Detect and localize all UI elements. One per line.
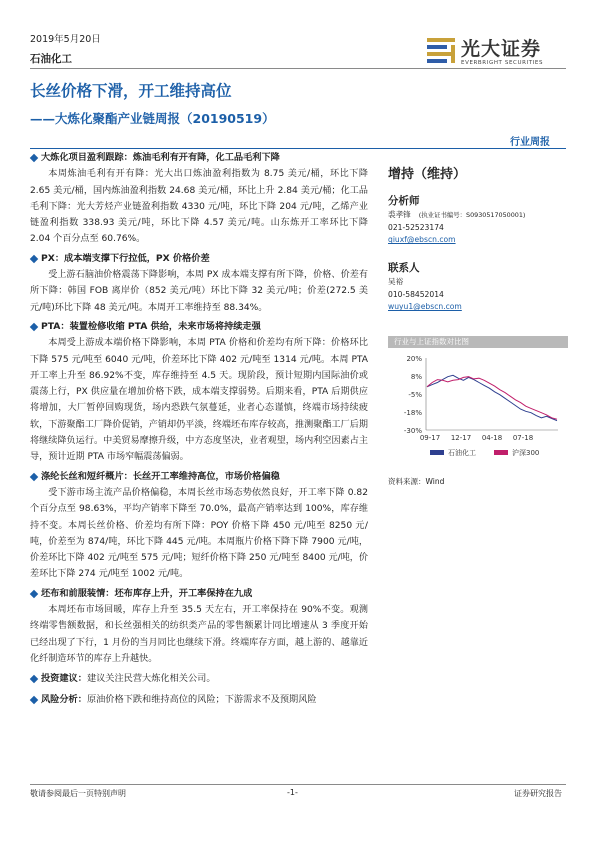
analyst-phone: 021-52523174 bbox=[388, 222, 444, 232]
section-head-text: 风险分析： bbox=[41, 693, 87, 705]
logo-text-cn: 光大证券 bbox=[461, 38, 542, 60]
section-px bbox=[30, 251, 368, 316]
contact-name: 吴裕 bbox=[388, 277, 404, 286]
main-content bbox=[30, 150, 368, 711]
y-tick-label: -30% bbox=[403, 427, 422, 435]
x-tick-label: 07-18 bbox=[512, 434, 534, 442]
analyst-row bbox=[388, 209, 568, 222]
footer-divider bbox=[30, 784, 566, 785]
report-title: 长丝价格下滑，开工维持高位 bbox=[30, 82, 232, 100]
contact-email[interactable]: wuyu1@ebscn.com bbox=[388, 302, 462, 312]
y-tick-label: 20% bbox=[406, 355, 422, 363]
contact-label: 联系人 bbox=[388, 262, 420, 274]
chart-title: 行业与上证指数对比图 bbox=[388, 336, 568, 348]
section-body: 本周坯布市场回暖，库存上升至 35.5 天左右，开工率保持在 90%不变。观测终端零售额数据，和长丝强相关的纺织类产品的零售额累计同比增速从 3 季度开始已经出现了下行，1 月份的当月同比也继续下滑。终端库存方面，越上游的、越靠近化纤制造环节的库存上升越快。 bbox=[30, 605, 368, 664]
company-logo bbox=[427, 34, 567, 76]
section-investment bbox=[30, 671, 368, 687]
legend-swatch bbox=[494, 450, 508, 455]
section-inline-text: 建议关注民营大炼化相关公司。 bbox=[86, 673, 216, 685]
section-head: 大炼化项目盈利跟踪：炼油毛利有开有降，化工品毛利下降 bbox=[30, 150, 368, 166]
contact-info bbox=[388, 276, 462, 314]
legend-label: 沪深300 bbox=[512, 449, 540, 457]
section-head: PTA：装置检修收缩 PTA 供给，未来市场将持续走强 bbox=[30, 319, 368, 335]
section-head bbox=[30, 671, 368, 687]
sector-label: 石油化工 bbox=[30, 53, 72, 65]
section-filament bbox=[30, 469, 368, 583]
logo-mark-icon bbox=[427, 36, 455, 68]
section-refining-profit bbox=[30, 150, 368, 248]
section-body: 受上游石脑油价格震荡下降影响，本周 PX 成本端支撑有所下降，价格、价差有所下降：韩国 FOB 离岸价（852 美元/吨）环比下降 32 美元/吨；价差(272.5 美元/吨)环比下降 48 美元/吨。本周开工率维持至 88.34%。 bbox=[30, 270, 368, 313]
report-subtitle: ——大炼化聚酯产业链周报（20190519） bbox=[30, 111, 275, 126]
chart-source: 资料来源：Wind bbox=[388, 477, 445, 486]
section-risk bbox=[30, 692, 368, 708]
section-fabric bbox=[30, 586, 368, 667]
legend-label: 石油化工 bbox=[448, 449, 476, 457]
contact-phone: 010-58452014 bbox=[388, 289, 444, 299]
section-head: PX：成本端支撑下行拉低，PX 价格价差 bbox=[30, 251, 368, 267]
analyst-cert: (执业证书编号：S0930517050001) bbox=[418, 211, 526, 219]
footer-disclaimer: 敬请参阅最后一页特别声明 bbox=[30, 789, 126, 798]
x-tick-label: 09-17 bbox=[419, 434, 441, 442]
y-tick-label: 8% bbox=[410, 373, 422, 381]
series-line bbox=[427, 377, 557, 420]
section-body: 受下游市场主流产品价格偏稳，本周长丝市场态势依然良好，开工率下降 0.82 个百分点至 98.63%，平均产销率下降至 70.0%，最高产销率达到 100%，库存维持不变。本周长丝价格、价差均有所下降：POY 价格下降 450 元/吨至 8250 元/吨，价差至为 874/吨，环比下降 445 元/吨。本周瓶片价格下降下降 7900 元/吨，价差环比下降 402 元/吨至 575 元/吨；短纤价格下降 250 元/吨至 8400 元/吨，价差环比下降 274 元/吨至 1002 元/吨。 bbox=[30, 487, 368, 580]
section-body: 本周受上游成本端价格下降影响，本周 PTA 价格和价差均有所下降：价格环比下降 575 元/吨至 6040 元/吨，价差环比下降 402 元/吨至 1314 元/吨。本周 PTA 开工率上升至 86.92%不变，库存维持至 4.5 天。现阶段，预计短期内国际油价或震荡上行，PX 供应量在增加价格下跌，成本端支撑弱势。后期来看，PTA 后期供应将增加，大厂暂停回购现货，场内恐跌气氛蔓延，业者心态谨慎，终端市场持续疲软，下游聚酯工厂降价促销，产销却仍平淡，终端坯布库存较高，推测聚酯工厂后期将继续降负运行。中美贸易摩擦升级，中方态度坚决，业者观望，场内利空因素占主导，预计近期 PTA 市场窄幅震荡偏弱。 bbox=[30, 338, 368, 463]
section-head: 涤纶长丝和短纤概片：长丝开工率维持高位，市场价格偏稳 bbox=[30, 469, 368, 485]
y-tick-label: -5% bbox=[408, 391, 422, 399]
report-date: 2019年5月20日 bbox=[30, 34, 101, 45]
logo-text-en: EVERBRIGHT SECURITIES bbox=[461, 60, 544, 66]
section-inline-text: 原油价格下跌和维持高位的风险；下游需求不及预期风险 bbox=[86, 693, 317, 705]
analyst-name: 裘孝锋 bbox=[388, 210, 411, 219]
x-tick-label: 04-18 bbox=[481, 434, 503, 442]
title-divider bbox=[30, 148, 566, 149]
section-body: 本周炼油毛利有开有降：光大出口炼油盈利指数为 8.75 美元/桶，环比下降 2.65 美元/桶，国内炼油盈利指数 24.68 美元/桶，环比上升 2.84 美元/桶；化工品毛利下降：光大芳烃产业链盈利指数 4330 元/吨，环比下降 204 元/吨，乙烯产业链盈利指数 338.93 美元/吨，环比下降 4.57 美元/吨。山东炼开工率环比下降 2.04 个百分点至 60.76%。 bbox=[30, 169, 368, 245]
x-tick-label: 12-17 bbox=[450, 434, 472, 442]
page-number: -1- bbox=[287, 788, 298, 797]
section-head-text: 投资建议： bbox=[41, 673, 87, 685]
analyst-label: 分析师 bbox=[388, 195, 420, 207]
footer-report-label: 证券研究报告 bbox=[514, 789, 562, 798]
legend-swatch bbox=[430, 450, 444, 455]
section-head bbox=[30, 692, 368, 708]
y-tick-label: -18% bbox=[403, 409, 422, 417]
section-pta bbox=[30, 319, 368, 466]
section-head: 坯布和前服装情：坯布库存上升，开工率保持在九成 bbox=[30, 586, 368, 602]
report-type: 行业周报 bbox=[510, 137, 550, 148]
series-line bbox=[427, 375, 557, 420]
rating-label: 增持（维持） bbox=[388, 167, 467, 182]
index-comparison-chart bbox=[388, 350, 568, 470]
analyst-info bbox=[388, 209, 568, 247]
analyst-email[interactable]: qiuxf@ebscn.com bbox=[388, 235, 456, 245]
